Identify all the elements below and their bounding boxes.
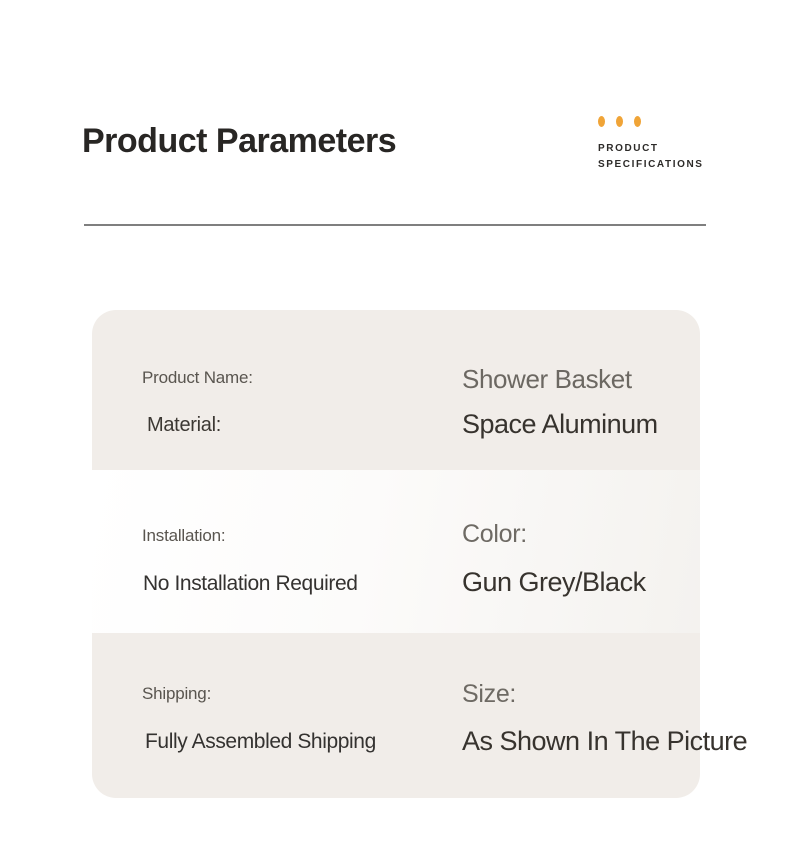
spec-row-installation-color <box>92 470 700 633</box>
color-label: Color: <box>462 520 527 548</box>
material-value: Space Aluminum <box>462 409 658 439</box>
installation-label: Installation: <box>142 526 226 545</box>
color-value: Gun Grey/Black <box>462 567 646 597</box>
badge-caption <box>598 141 704 173</box>
badge-caption-line2: SPECIFICATIONS <box>598 159 704 170</box>
shipping-label: Shipping: <box>142 684 212 703</box>
page-title: Product Parameters <box>82 122 397 160</box>
shipping-value: Fully Assembled Shipping <box>145 730 376 753</box>
three-dots-icon <box>598 116 704 127</box>
dot-icon <box>616 116 623 127</box>
spec-row-name-material <box>92 310 700 470</box>
badge-caption-line1: PRODUCT <box>598 143 659 154</box>
product-name-label: Product Name: <box>142 368 253 387</box>
header-divider <box>84 224 706 226</box>
spec-row-shipping-size <box>92 633 748 798</box>
dot-icon <box>598 116 605 127</box>
dot-icon <box>634 116 641 127</box>
size-value: As Shown In The Picture <box>462 726 748 756</box>
product-name-value: Shower Basket <box>462 364 632 394</box>
installation-value: No Installation Required <box>143 572 358 595</box>
material-label: Material: <box>147 414 221 436</box>
size-label: Size: <box>462 680 517 708</box>
product-specifications-badge <box>598 116 704 173</box>
